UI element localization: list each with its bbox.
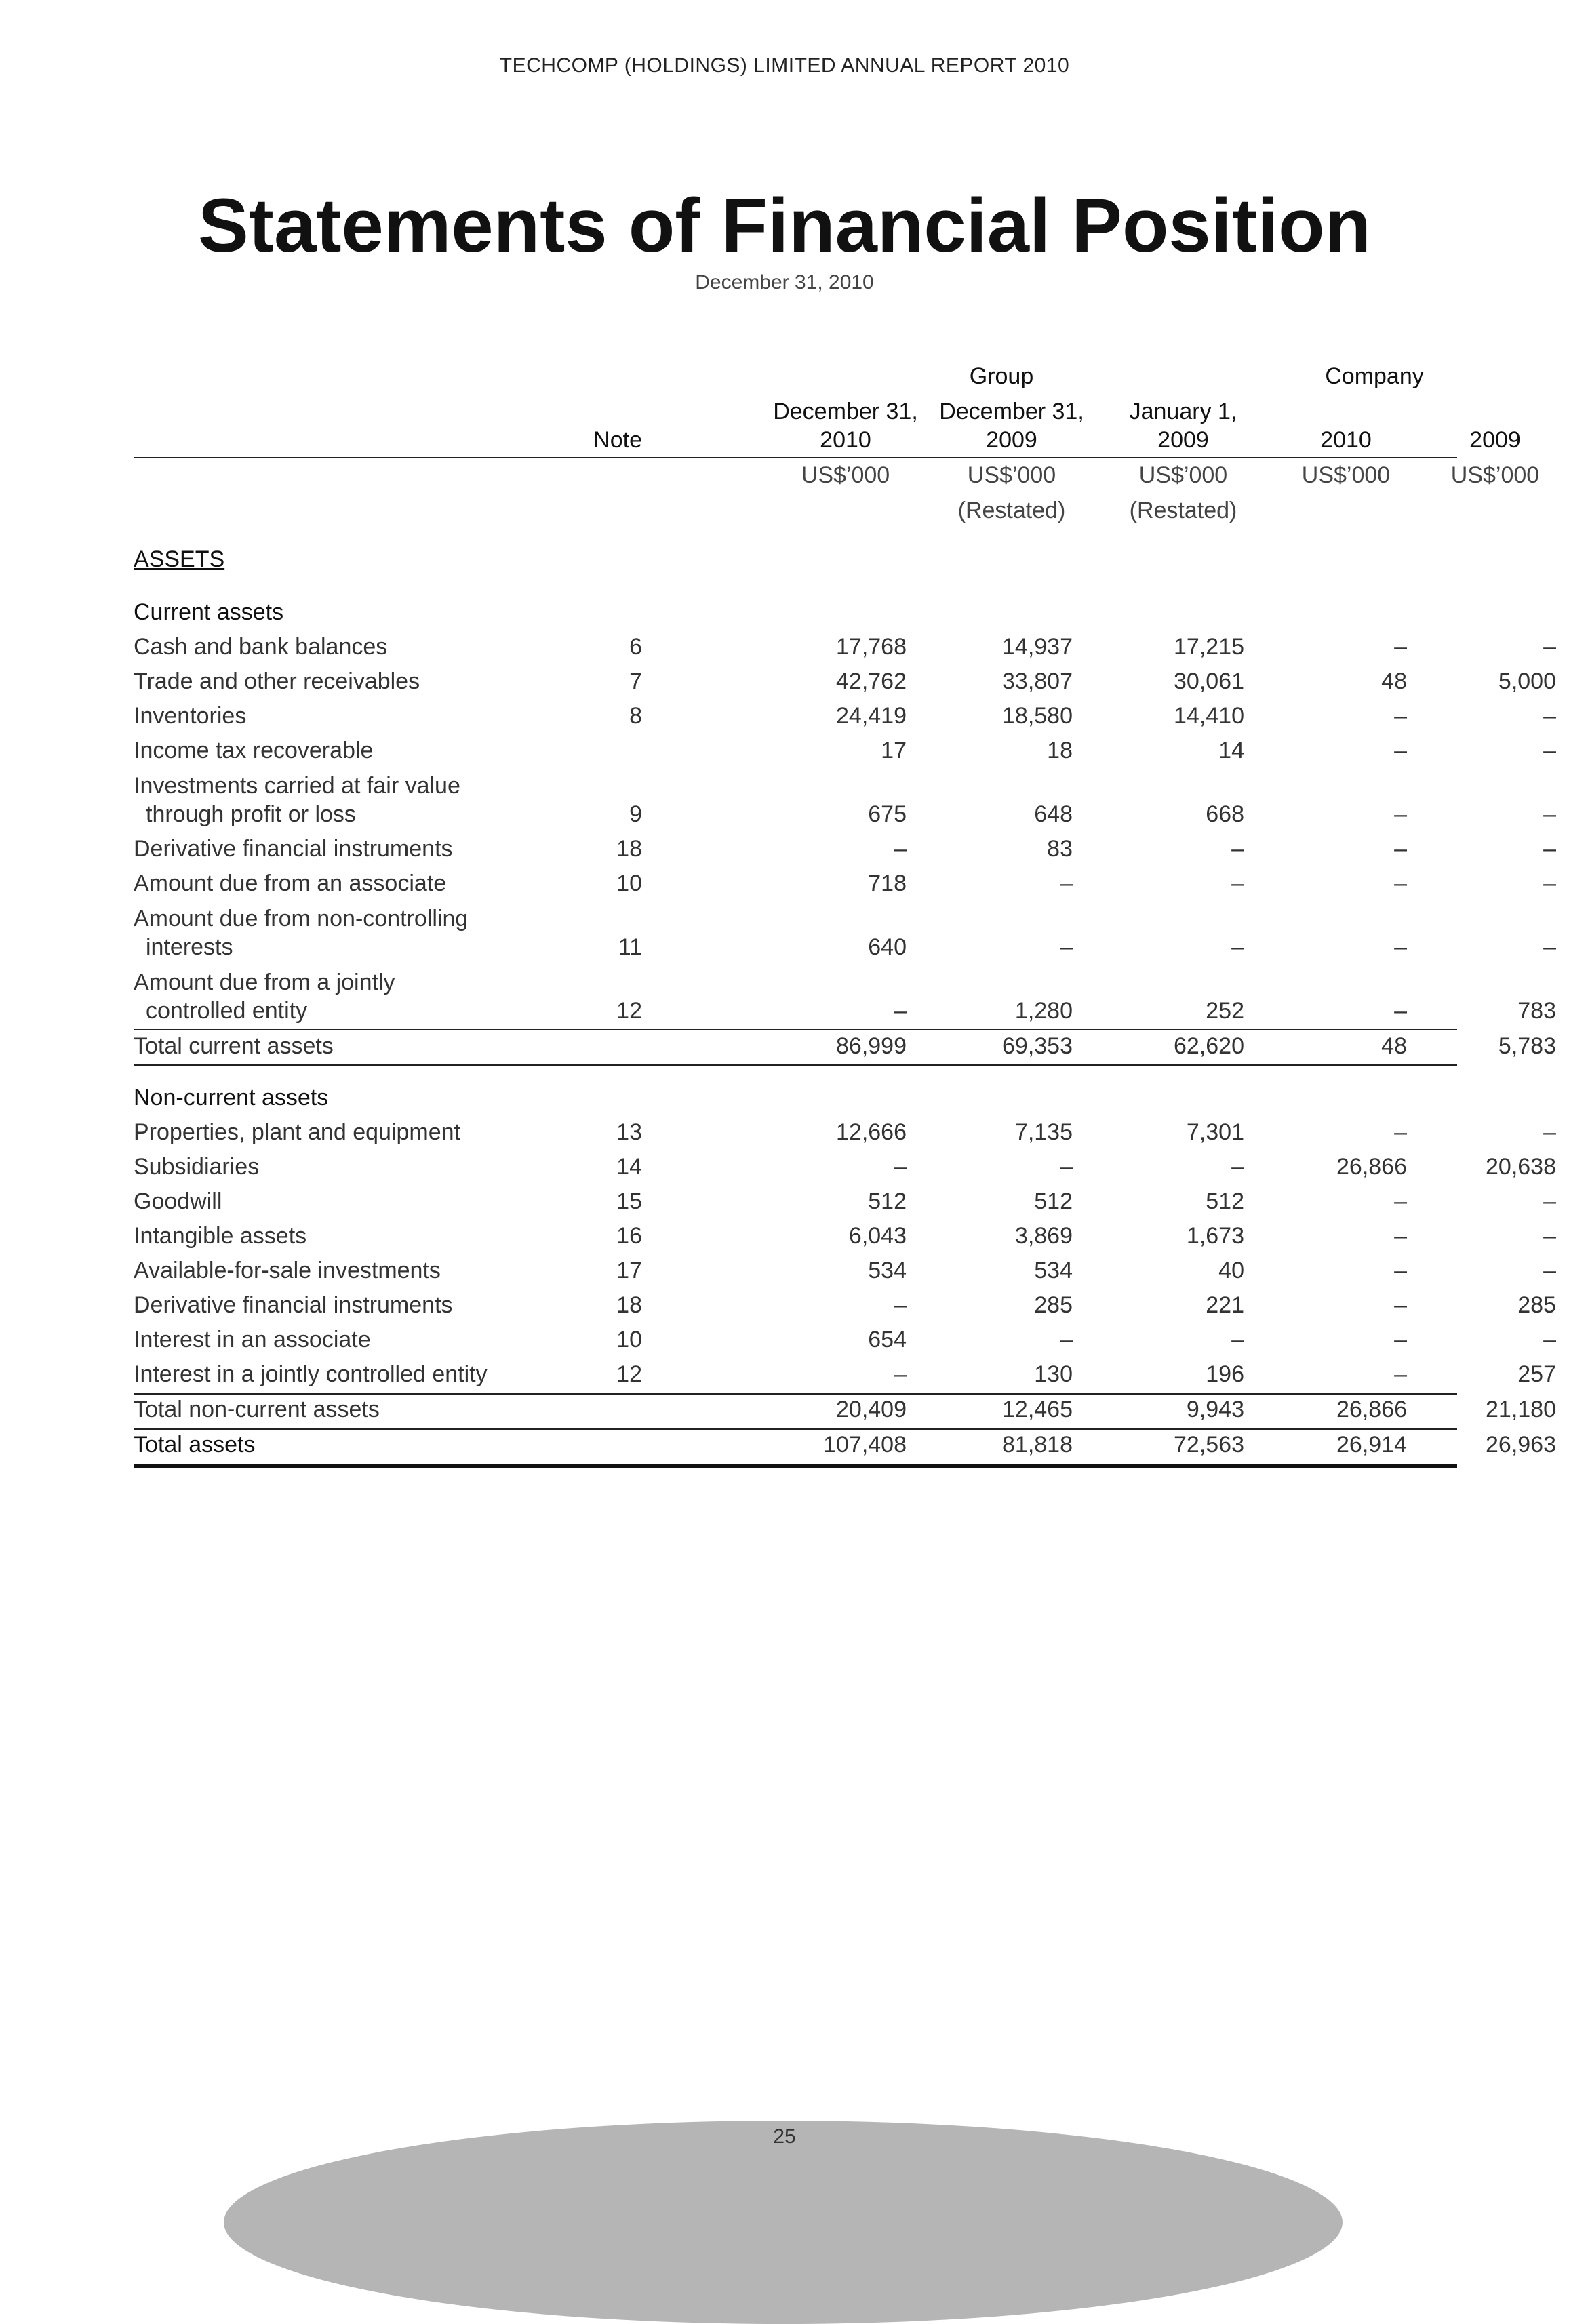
cell: 17: [881, 738, 907, 763]
cell: 26,963: [1486, 1432, 1556, 1458]
non-current-assets-heading: Non-current assets: [134, 1085, 329, 1110]
cell: –: [1543, 836, 1556, 862]
col2-header-line2: 2009: [986, 427, 1037, 453]
cell: 40: [1218, 1258, 1244, 1283]
cell: –: [894, 1292, 907, 1318]
cell: 648: [1034, 801, 1073, 827]
cell: 9,943: [1186, 1397, 1244, 1422]
cell: –: [1394, 1258, 1407, 1283]
col3-header-line2: 2009: [1157, 427, 1209, 453]
cell: 21,180: [1486, 1397, 1556, 1422]
cell: 26,866: [1336, 1397, 1407, 1422]
row-note: 18: [616, 1292, 642, 1318]
cell: –: [1060, 1154, 1073, 1180]
cell: 69,353: [1002, 1033, 1073, 1059]
cell: –: [1394, 870, 1407, 896]
company-header: Company: [1325, 363, 1424, 389]
cell: 24,419: [836, 703, 907, 729]
cell: 7,135: [1014, 1119, 1073, 1145]
cell: –: [1060, 870, 1073, 896]
table-row: [134, 1292, 1556, 1327]
row-label: Inventories: [134, 703, 247, 729]
group-header: Group: [969, 363, 1034, 389]
row-label-continued: interests: [146, 934, 233, 960]
cell: –: [894, 1361, 907, 1387]
cell: 12,465: [1002, 1397, 1073, 1422]
footer-decoration: [224, 2121, 1343, 2324]
page-title: Statements of Financial Position: [197, 183, 1372, 268]
total-current-rule-top: [134, 1029, 1457, 1030]
row-label: Investments carried at fair value: [134, 773, 460, 799]
header-rule: [134, 457, 1457, 458]
cell: 20,409: [836, 1397, 907, 1422]
table-row: [134, 1223, 1556, 1258]
total-assets-row: [134, 1432, 1556, 1467]
assets-heading: ASSETS: [134, 546, 225, 572]
cell: 718: [868, 870, 907, 896]
row-label: Trade and other receivables: [134, 668, 420, 694]
total-non-current-assets-row: [134, 1397, 1556, 1432]
cell: 512: [1206, 1188, 1244, 1214]
cell: 5,000: [1498, 668, 1556, 694]
report-header: TECHCOMP (HOLDINGS) LIMITED ANNUAL REPORT 2010: [499, 54, 1070, 77]
assets-section: [134, 546, 1457, 582]
cell: –: [1543, 1223, 1556, 1249]
cell: –: [1543, 738, 1556, 763]
cell: –: [1543, 1258, 1556, 1283]
cell: –: [1394, 1292, 1407, 1318]
table-row: [134, 1361, 1556, 1397]
cell: 17,768: [836, 634, 907, 660]
cell: 72,563: [1174, 1432, 1244, 1458]
cell: 48: [1381, 1033, 1407, 1059]
row-label: Available-for-sale investments: [134, 1258, 441, 1283]
row-note: 9: [629, 801, 642, 827]
col2-restated: (Restated): [957, 498, 1066, 523]
cell: 675: [868, 801, 907, 827]
cell: 107,408: [823, 1432, 907, 1458]
col1-header-line2: 2010: [820, 427, 871, 453]
cell: –: [1394, 738, 1407, 763]
cell: 1,673: [1186, 1223, 1244, 1249]
cell: –: [1231, 1327, 1244, 1353]
cell: –: [1060, 934, 1073, 960]
note-header: Note: [593, 427, 642, 453]
row-label: Subsidiaries: [134, 1154, 260, 1180]
col4-unit: US$’000: [1301, 462, 1391, 488]
cell: 5,783: [1498, 1033, 1556, 1059]
row-label: Intangible assets: [134, 1223, 307, 1249]
row-note: 6: [629, 634, 642, 660]
cell: 285: [1034, 1292, 1073, 1318]
table-row: [134, 934, 1556, 969]
col3-header-line1: January 1,: [1129, 399, 1237, 424]
cell: 534: [868, 1258, 907, 1283]
cell: 6,043: [848, 1223, 907, 1249]
row-label: Total assets: [134, 1432, 256, 1458]
cell: 26,866: [1336, 1154, 1407, 1180]
cell: 285: [1517, 1292, 1556, 1318]
cell: –: [1543, 1119, 1556, 1145]
cell: 12,666: [836, 1119, 907, 1145]
row-label: Properties, plant and equipment: [134, 1119, 460, 1145]
cell: 221: [1206, 1292, 1244, 1318]
cell: –: [1394, 934, 1407, 960]
row-note: 12: [616, 1361, 642, 1387]
cell: 26,914: [1336, 1432, 1407, 1458]
row-label: Interest in a jointly controlled entity: [134, 1361, 488, 1387]
cell: –: [1394, 998, 1407, 1024]
total-non-current-rule-top: [134, 1393, 1457, 1395]
table-row: [134, 1119, 1556, 1155]
col5-header: 2009: [1469, 427, 1521, 453]
cell: 48: [1381, 668, 1407, 694]
cell: 83: [1047, 836, 1073, 862]
cell: –: [1394, 634, 1407, 660]
cell: 18: [1047, 738, 1073, 763]
row-label-continued: through profit or loss: [146, 801, 356, 827]
cell: 14,410: [1174, 703, 1244, 729]
table-row: [134, 801, 1556, 837]
cell: –: [1060, 1327, 1073, 1353]
table-row: [134, 703, 1556, 738]
total-current-assets-row: [134, 1033, 1556, 1068]
col2-unit: US$’000: [967, 462, 1056, 488]
cell: 252: [1206, 998, 1244, 1024]
cell: –: [894, 836, 907, 862]
cell: –: [1394, 703, 1407, 729]
cell: –: [1394, 1361, 1407, 1387]
table-row: [134, 668, 1556, 704]
col1-unit: US$’000: [801, 462, 890, 488]
cell: –: [1231, 934, 1244, 960]
row-label: Total non-current assets: [134, 1397, 380, 1422]
cell: –: [1543, 934, 1556, 960]
row-note: 12: [616, 998, 642, 1024]
cell: –: [1394, 1119, 1407, 1145]
row-note: 15: [616, 1188, 642, 1214]
table-row: [134, 870, 1556, 906]
cell: –: [1394, 1188, 1407, 1214]
cell: 1,280: [1014, 998, 1073, 1024]
row-label-continued: controlled entity: [146, 998, 308, 1024]
total-assets-rule-top: [134, 1428, 1457, 1430]
cell: –: [1543, 801, 1556, 827]
cell: 783: [1517, 998, 1556, 1024]
row-note: 18: [616, 836, 642, 862]
cell: 20,638: [1486, 1154, 1556, 1180]
cell: –: [1543, 1327, 1556, 1353]
row-label: Derivative financial instruments: [134, 836, 453, 862]
row-note: 7: [629, 668, 642, 694]
cell: –: [1543, 1188, 1556, 1214]
cell: 30,061: [1174, 668, 1244, 694]
row-note: 17: [616, 1258, 642, 1283]
cell: 640: [868, 934, 907, 960]
cell: 86,999: [836, 1033, 907, 1059]
cell: 62,620: [1174, 1033, 1244, 1059]
cell: 18,580: [1002, 703, 1073, 729]
table-row: [134, 836, 1556, 871]
table-row: [134, 634, 1556, 669]
col2-header-line1: December 31,: [939, 399, 1084, 424]
table-row: [134, 1188, 1556, 1224]
cell: –: [1543, 870, 1556, 896]
cell: 81,818: [1002, 1432, 1073, 1458]
page-number: 25: [773, 2125, 796, 2148]
cell: –: [1394, 801, 1407, 827]
cell: –: [1394, 1327, 1407, 1353]
row-note: 16: [616, 1223, 642, 1249]
col3-restated: (Restated): [1129, 498, 1237, 523]
row-label: Cash and bank balances: [134, 634, 388, 660]
cell: –: [1543, 634, 1556, 660]
row-note: 8: [629, 703, 642, 729]
row-label: Interest in an associate: [134, 1327, 371, 1353]
cell: –: [1231, 870, 1244, 896]
cell: 7,301: [1186, 1119, 1244, 1145]
table-row: [134, 1154, 1556, 1189]
table-row: [134, 1258, 1556, 1293]
cell: –: [1231, 1154, 1244, 1180]
cell: 42,762: [836, 668, 907, 694]
cell: –: [894, 1154, 907, 1180]
cell: –: [894, 998, 907, 1024]
row-label: Income tax recoverable: [134, 738, 374, 763]
row-label: Total current assets: [134, 1033, 334, 1059]
current-assets-heading-row: [134, 599, 1457, 635]
row-label: Amount due from a jointly: [134, 969, 395, 995]
cell: 534: [1034, 1258, 1073, 1283]
non-current-assets-heading-row: [134, 1085, 1457, 1120]
table-row: [134, 998, 1556, 1033]
cell: 130: [1034, 1361, 1073, 1387]
page-subtitle: December 31, 2010: [695, 271, 874, 294]
cell: 512: [1034, 1188, 1073, 1214]
cell: –: [1231, 836, 1244, 862]
row-label: Goodwill: [134, 1188, 222, 1214]
cell: 17,215: [1174, 634, 1244, 660]
row-note: 10: [616, 1327, 642, 1353]
cell: 196: [1206, 1361, 1244, 1387]
col5-unit: US$’000: [1450, 462, 1540, 488]
row-label: Amount due from an associate: [134, 870, 447, 896]
row-label: Derivative financial instruments: [134, 1292, 453, 1318]
col3-unit: US$’000: [1138, 462, 1228, 488]
col4-header: 2010: [1320, 427, 1372, 453]
row-note: 10: [616, 870, 642, 896]
row-note: 11: [618, 934, 642, 960]
cell: 257: [1517, 1361, 1556, 1387]
cell: 14,937: [1002, 634, 1073, 660]
cell: 33,807: [1002, 668, 1073, 694]
cell: 3,869: [1014, 1223, 1073, 1249]
table-row: [134, 738, 1556, 773]
col1-header-line1: December 31,: [773, 399, 918, 424]
cell: –: [1543, 703, 1556, 729]
cell: 668: [1206, 801, 1244, 827]
total-assets-rule-bottom: [134, 1464, 1457, 1468]
row-note: 14: [616, 1154, 642, 1180]
row-note: 13: [616, 1119, 642, 1145]
cell: 14: [1218, 738, 1244, 763]
cell: 654: [868, 1327, 907, 1353]
cell: –: [1394, 836, 1407, 862]
table-row: [134, 1327, 1556, 1362]
current-assets-heading: Current assets: [134, 599, 284, 625]
cell: 512: [868, 1188, 907, 1214]
cell: –: [1394, 1223, 1407, 1249]
row-label: Amount due from non-controlling: [134, 906, 469, 931]
total-current-rule-bottom: [134, 1064, 1457, 1066]
